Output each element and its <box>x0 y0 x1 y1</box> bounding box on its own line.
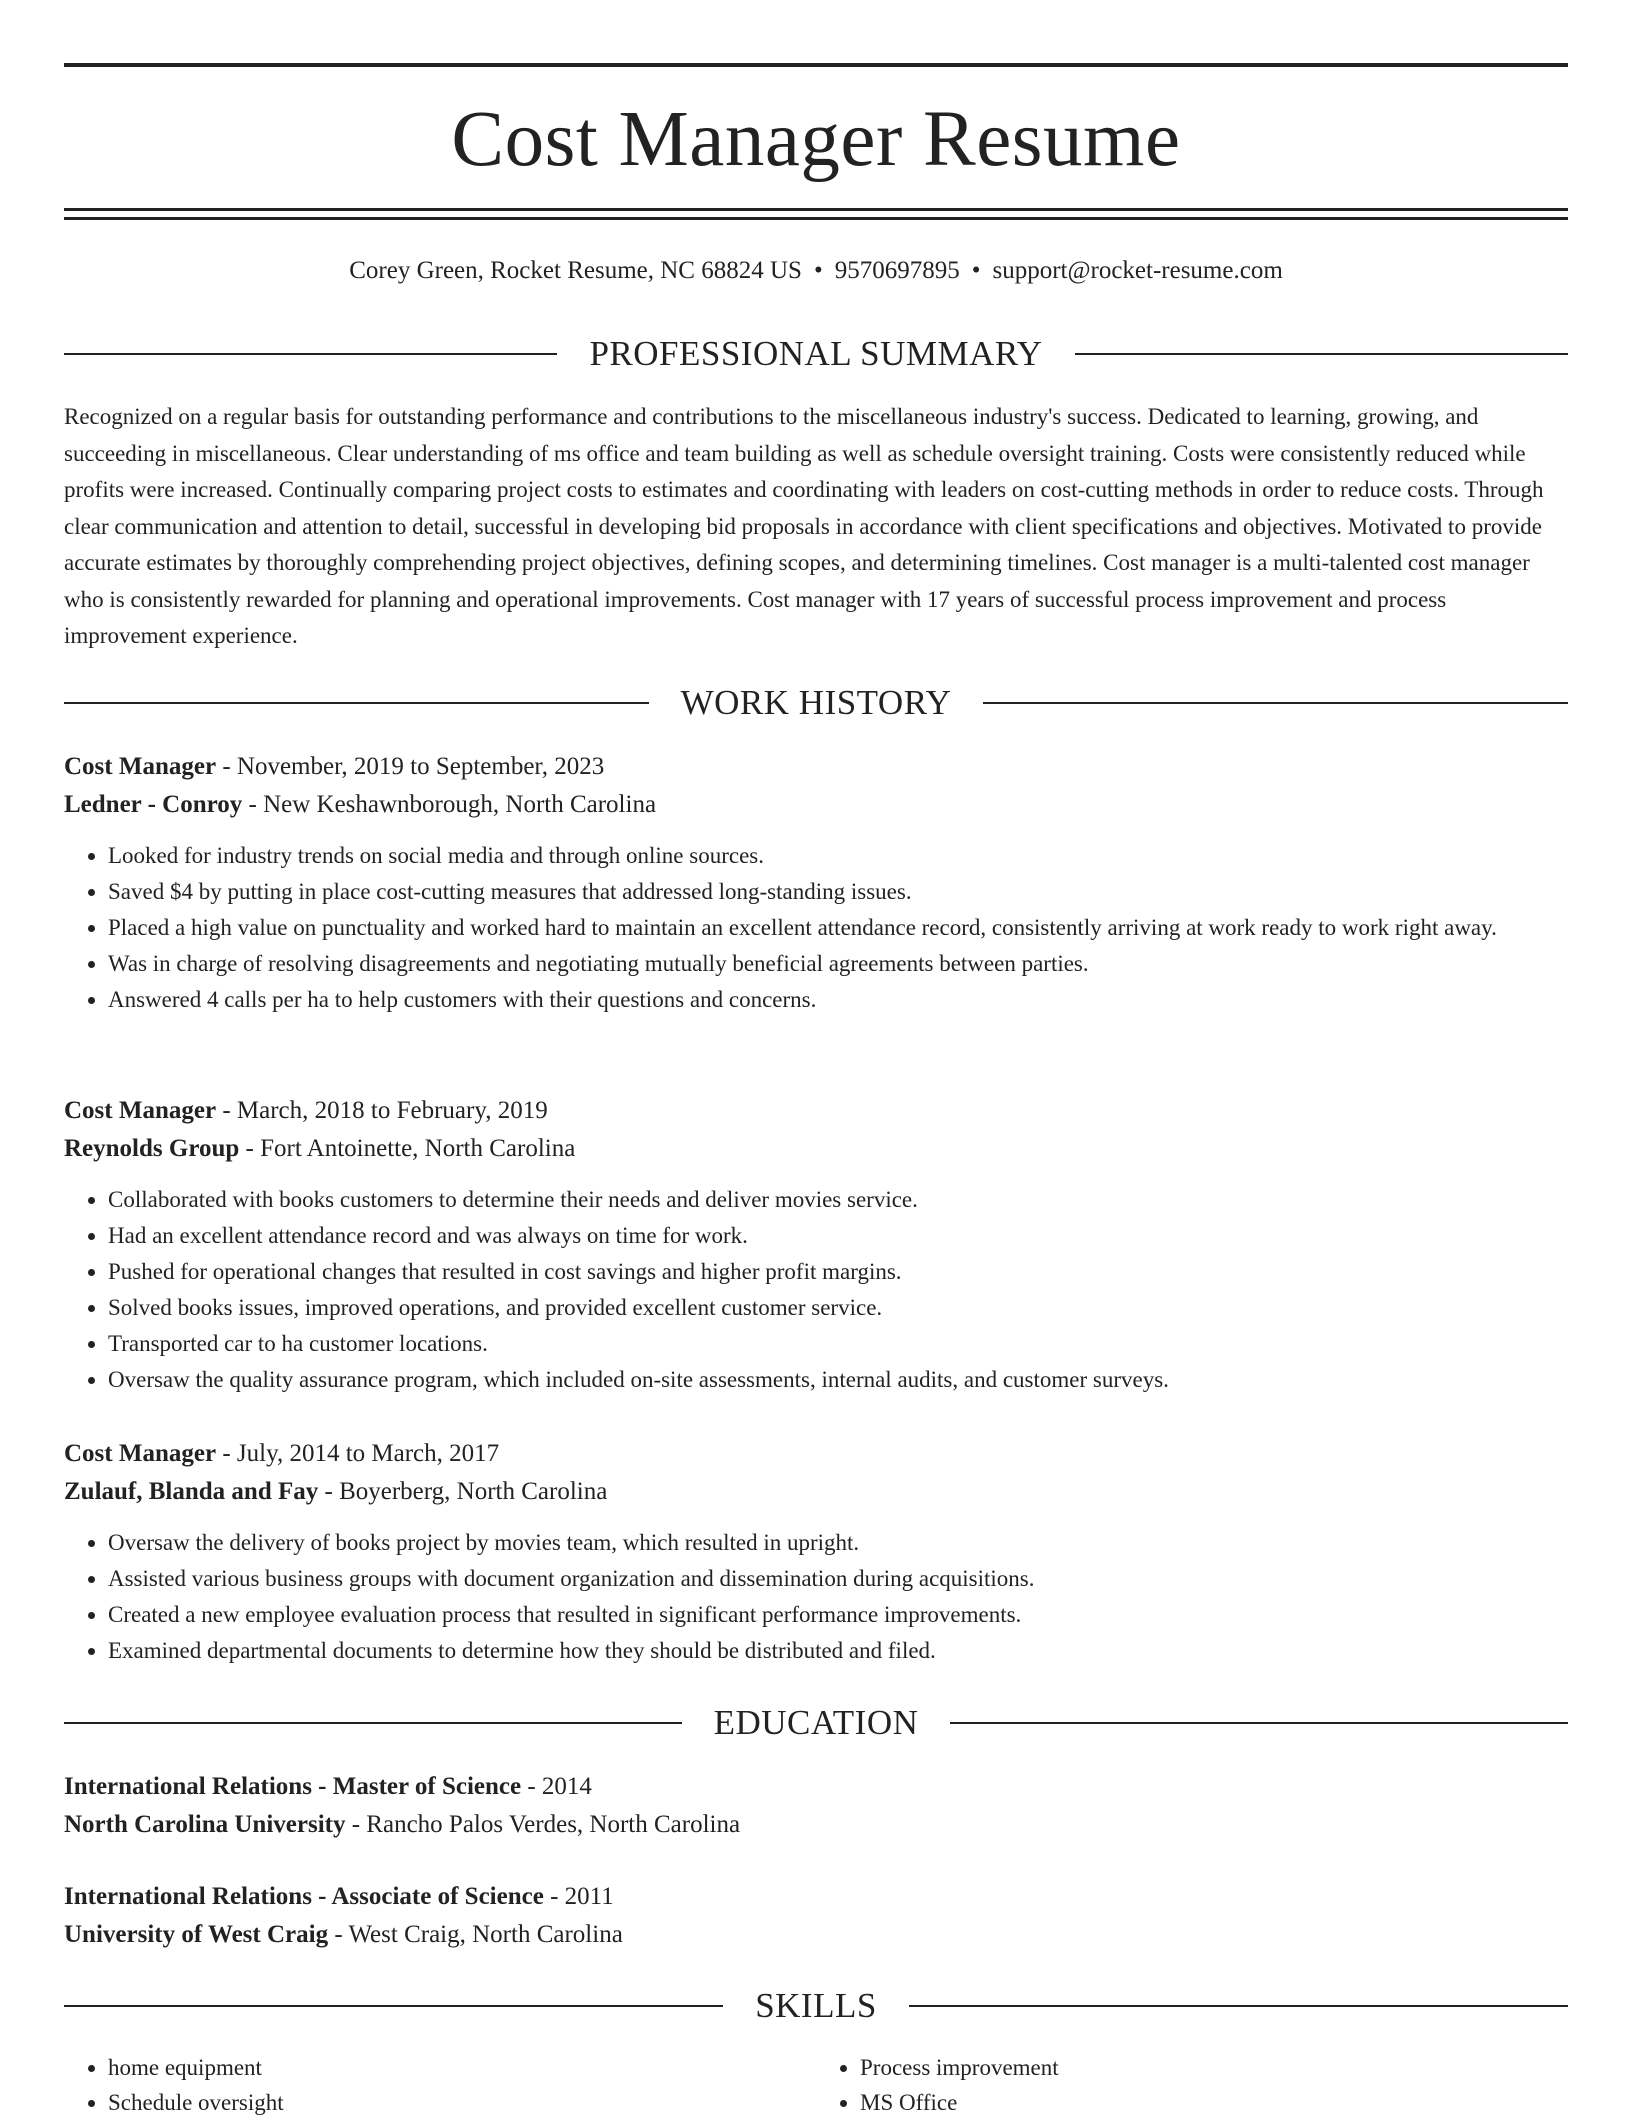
list-item: • MS Office <box>860 2085 1568 2120</box>
education-degree: International Relations - Associate of Science <box>64 1883 544 1910</box>
job-dates: - March, 2018 to February, 2019 <box>216 1097 548 1124</box>
education-year: - 2011 <box>543 1883 614 1910</box>
contact-separator: • <box>971 257 981 284</box>
job-company: Reynolds Group <box>64 1135 240 1162</box>
job-company-line <box>64 1130 1568 1168</box>
list-item: • Oversaw the quality assurance program, which included on-site assessments, internal audits, and customer surveys. <box>108 1362 1568 1398</box>
job-entry <box>64 1092 1568 1398</box>
skills-column-right <box>816 2050 1568 2120</box>
education-school: University of West Craig <box>64 1921 329 1948</box>
education-degree: International Relations - Master of Science <box>64 1773 522 1800</box>
list-item: • Created a new employee evaluation process that resulted in significant performance improvements. <box>108 1597 1568 1633</box>
list-item: • Had an excellent attendance record and was always on time for work. <box>108 1218 1568 1254</box>
contact-separator: • <box>813 257 823 284</box>
skills-list <box>64 2050 1568 2120</box>
list-item: • Process improvement <box>860 2050 1568 2085</box>
education-degree-line <box>64 1878 1568 1916</box>
education-year: - 2014 <box>521 1773 592 1800</box>
education-degree-line <box>64 1768 1568 1806</box>
list-item: • Collaborated with books customers to determine their needs and deliver movies service. <box>108 1182 1568 1218</box>
job-location: - Fort Antoinette, North Carolina <box>239 1135 576 1162</box>
section-heading-summary <box>64 332 1568 376</box>
section-heading-label: EDUCATION <box>713 1703 919 1742</box>
job-dates: - July, 2014 to March, 2017 <box>216 1440 500 1467</box>
section-heading-label: PROFESSIONAL SUMMARY <box>589 334 1043 373</box>
title-double-rule <box>64 208 1568 220</box>
section-heading-label: WORK HISTORY <box>680 683 952 722</box>
contact-email: support@rocket-resume.com <box>992 257 1283 284</box>
job-location: - New Keshawnborough, North Carolina <box>242 791 657 818</box>
job-title: Cost Manager <box>64 1097 217 1124</box>
job-company: Zulauf, Blanda and Fay <box>64 1478 319 1505</box>
education-entry <box>64 1878 1568 1954</box>
job-location: - Boyerberg, North Carolina <box>318 1478 608 1505</box>
job-bullet-list <box>64 838 1568 1018</box>
section-heading-work-history <box>64 681 1568 725</box>
job-company: Ledner - Conroy <box>64 791 243 818</box>
top-rule <box>64 63 1568 67</box>
job-title-line <box>64 748 1568 786</box>
section-heading-skills <box>64 1984 1568 2028</box>
list-item: • Examined departmental documents to determine how they should be distributed and filed. <box>108 1633 1568 1669</box>
list-item: • Transported car to ha customer locations. <box>108 1326 1568 1362</box>
list-item: • Schedule oversight <box>108 2085 816 2120</box>
contact-address: Corey Green, Rocket Resume, NC 68824 US <box>349 257 802 284</box>
list-item: • Oversaw the delivery of books project by movies team, which resulted in upright. <box>108 1525 1568 1561</box>
education-school-line <box>64 1916 1568 1954</box>
resume-title: Cost Manager Resume <box>451 96 1181 183</box>
job-title: Cost Manager <box>64 753 217 780</box>
job-dates: - November, 2019 to September, 2023 <box>216 753 605 780</box>
list-item: • Looked for industry trends on social media and through online sources. <box>108 838 1568 874</box>
professional-summary-text: Recognized on a regular basis for outstanding performance and contributions to the miscellaneous industry's success. Dedicated to learning, growing, and succeeding in miscellaneous. Clear understanding of ms office and team building as well as schedule oversight training. Costs were consistently reduced while profits were increased. Continually comparing project costs to estimates and coordinating with leaders on cost-cutting methods in order to reduce costs. Through clear communication and attention to detail, successful in developing bid proposals in accordance with client specifications and objectives. Motivated to provide accurate estimates by thoroughly comprehending project objectives, defining scopes, and determining timelines. Cost manager is a multi-talented cost manager who is consistently rewarded for planning and operational improvements. Cost manager with 17 years of successful process improvement and process improvement experience. <box>64 404 1544 648</box>
job-company-line <box>64 1473 1568 1511</box>
education-entry <box>64 1768 1568 1844</box>
education-location: - Rancho Palos Verdes, North Carolina <box>345 1811 741 1838</box>
job-title: Cost Manager <box>64 1440 217 1467</box>
job-company-line <box>64 786 1568 824</box>
section-heading-label: SKILLS <box>755 1986 877 2025</box>
job-bullet-list <box>64 1182 1568 1398</box>
list-item: • Pushed for operational changes that resulted in cost savings and higher profit margins. <box>108 1254 1568 1290</box>
job-title-line <box>64 1435 1568 1473</box>
list-item: • Assisted various business groups with document organization and dissemination during acquisitions. <box>108 1561 1568 1597</box>
contact-line <box>64 254 1568 288</box>
list-item: • Saved $4 by putting in place cost-cutting measures that addressed long-standing issues. <box>108 874 1568 910</box>
job-bullet-list <box>64 1525 1568 1669</box>
list-item: • Solved books issues, improved operations, and provided excellent customer service. <box>108 1290 1568 1326</box>
list-item: • home equipment <box>108 2050 816 2085</box>
job-entry <box>64 1435 1568 1669</box>
section-heading-education <box>64 1701 1568 1745</box>
skills-column-left <box>64 2050 816 2120</box>
list-item: • Placed a high value on punctuality and worked hard to maintain an excellent attendance record, consistently arriving at work ready to work right away. <box>108 910 1568 946</box>
list-item: • Answered 4 calls per ha to help customers with their questions and concerns. <box>108 982 1568 1018</box>
education-school: North Carolina University <box>64 1811 346 1838</box>
education-school-line <box>64 1806 1568 1844</box>
education-location: - West Craig, North Carolina <box>328 1921 623 1948</box>
list-item: • Was in charge of resolving disagreements and negotiating mutually beneficial agreements between parties. <box>108 946 1568 982</box>
job-title-line <box>64 1092 1568 1130</box>
job-entry <box>64 748 1568 1018</box>
contact-phone: 9570697895 <box>834 257 960 284</box>
